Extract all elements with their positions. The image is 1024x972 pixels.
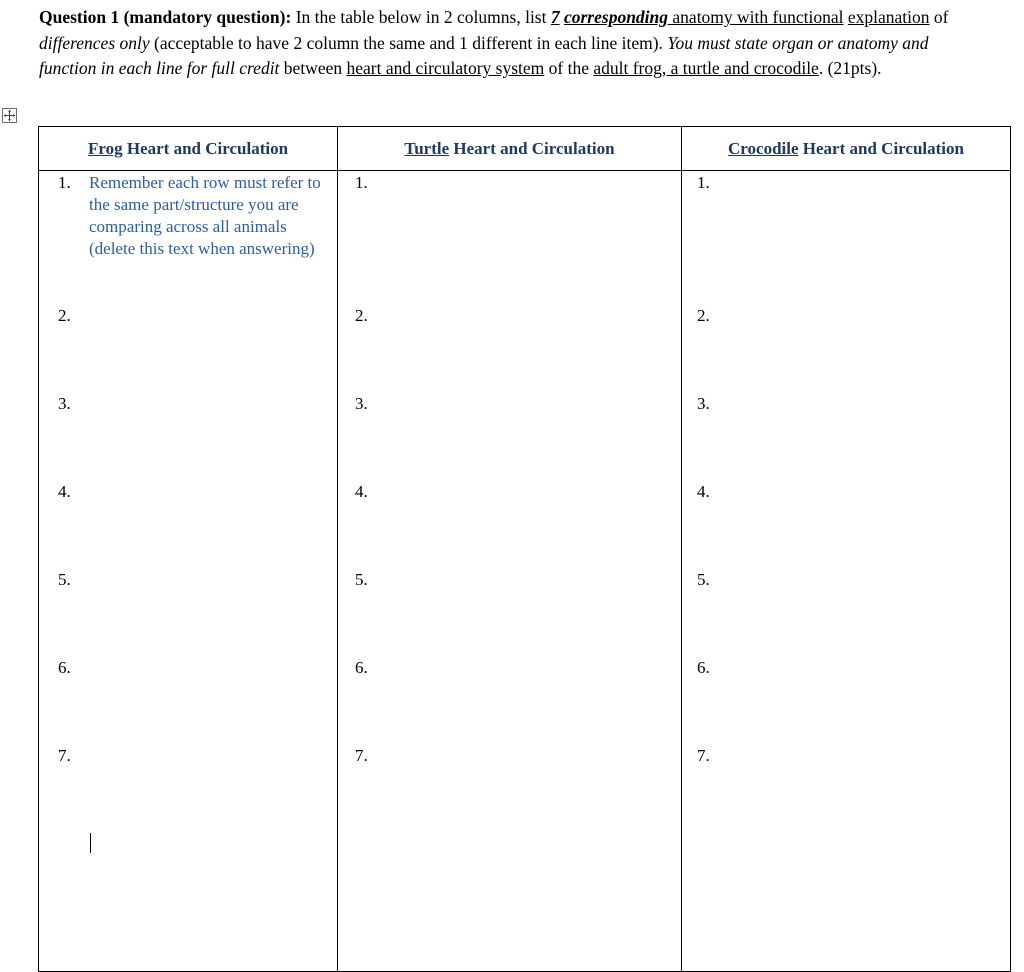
turtle-item-5: 5. bbox=[355, 570, 368, 589]
must-state-instruction: You must state organ or anatomy and function in each line for full credit bbox=[39, 32, 929, 78]
crocodile-item-7: 7. bbox=[697, 746, 710, 765]
turtle-item-2: 2. bbox=[355, 306, 368, 325]
frog-item-1: 1. bbox=[58, 173, 71, 192]
turtle-cell[interactable] bbox=[338, 171, 682, 972]
crocodile-cell[interactable] bbox=[682, 171, 1011, 972]
hint-text: Remember each row must refer to the same part/structure you are comparing across all animals (delete this text when answering) bbox=[89, 173, 321, 258]
frog-item-5: 5. bbox=[58, 570, 71, 589]
crocodile-item-3: 3. bbox=[697, 394, 710, 413]
frog-item-4: 4. bbox=[58, 482, 71, 501]
move-arrows-icon bbox=[3, 109, 16, 122]
turtle-item-4: 4. bbox=[355, 482, 368, 501]
table-move-handle[interactable] bbox=[2, 108, 17, 123]
frog-cell[interactable] bbox=[39, 171, 338, 972]
crocodile-item-5: 5. bbox=[697, 570, 710, 589]
crocodile-item-2: 2. bbox=[697, 306, 710, 325]
turtle-item-7: 7. bbox=[355, 746, 368, 765]
turtle-item-3: 3. bbox=[355, 394, 368, 413]
turtle-item-1: 1. bbox=[355, 173, 368, 192]
comparison-table bbox=[38, 126, 1011, 972]
header-frog: Frog Heart and Circulation bbox=[39, 127, 338, 171]
question-text: Question 1 (mandatory question): In the table below in 2 columns, list 7 corresponding anatomy with functional explanation of differences only (acceptable to have 2 column the same and 1 different in each line item). You must state organ or anatomy and function in each line for full credit between heart and circulatory system of the adult frog, a turtle and crocodile. (21pts). bbox=[39, 7, 949, 78]
header-crocodile: Crocodile Heart and Circulation bbox=[682, 127, 1011, 171]
frog-item-7: 7. bbox=[58, 746, 71, 765]
frog-item-6: 6. bbox=[58, 658, 71, 677]
crocodile-item-1: 1. bbox=[697, 173, 710, 192]
turtle-item-6: 6. bbox=[355, 658, 368, 677]
header-turtle: Turtle Heart and Circulation bbox=[338, 127, 682, 171]
frog-item-3: 3. bbox=[58, 394, 71, 413]
frog-item-2: 2. bbox=[58, 306, 71, 325]
crocodile-item-4: 4. bbox=[697, 482, 710, 501]
question-label: Question 1 (mandatory question): bbox=[39, 7, 292, 27]
text-cursor bbox=[90, 833, 91, 853]
crocodile-item-6: 6. bbox=[697, 658, 710, 677]
